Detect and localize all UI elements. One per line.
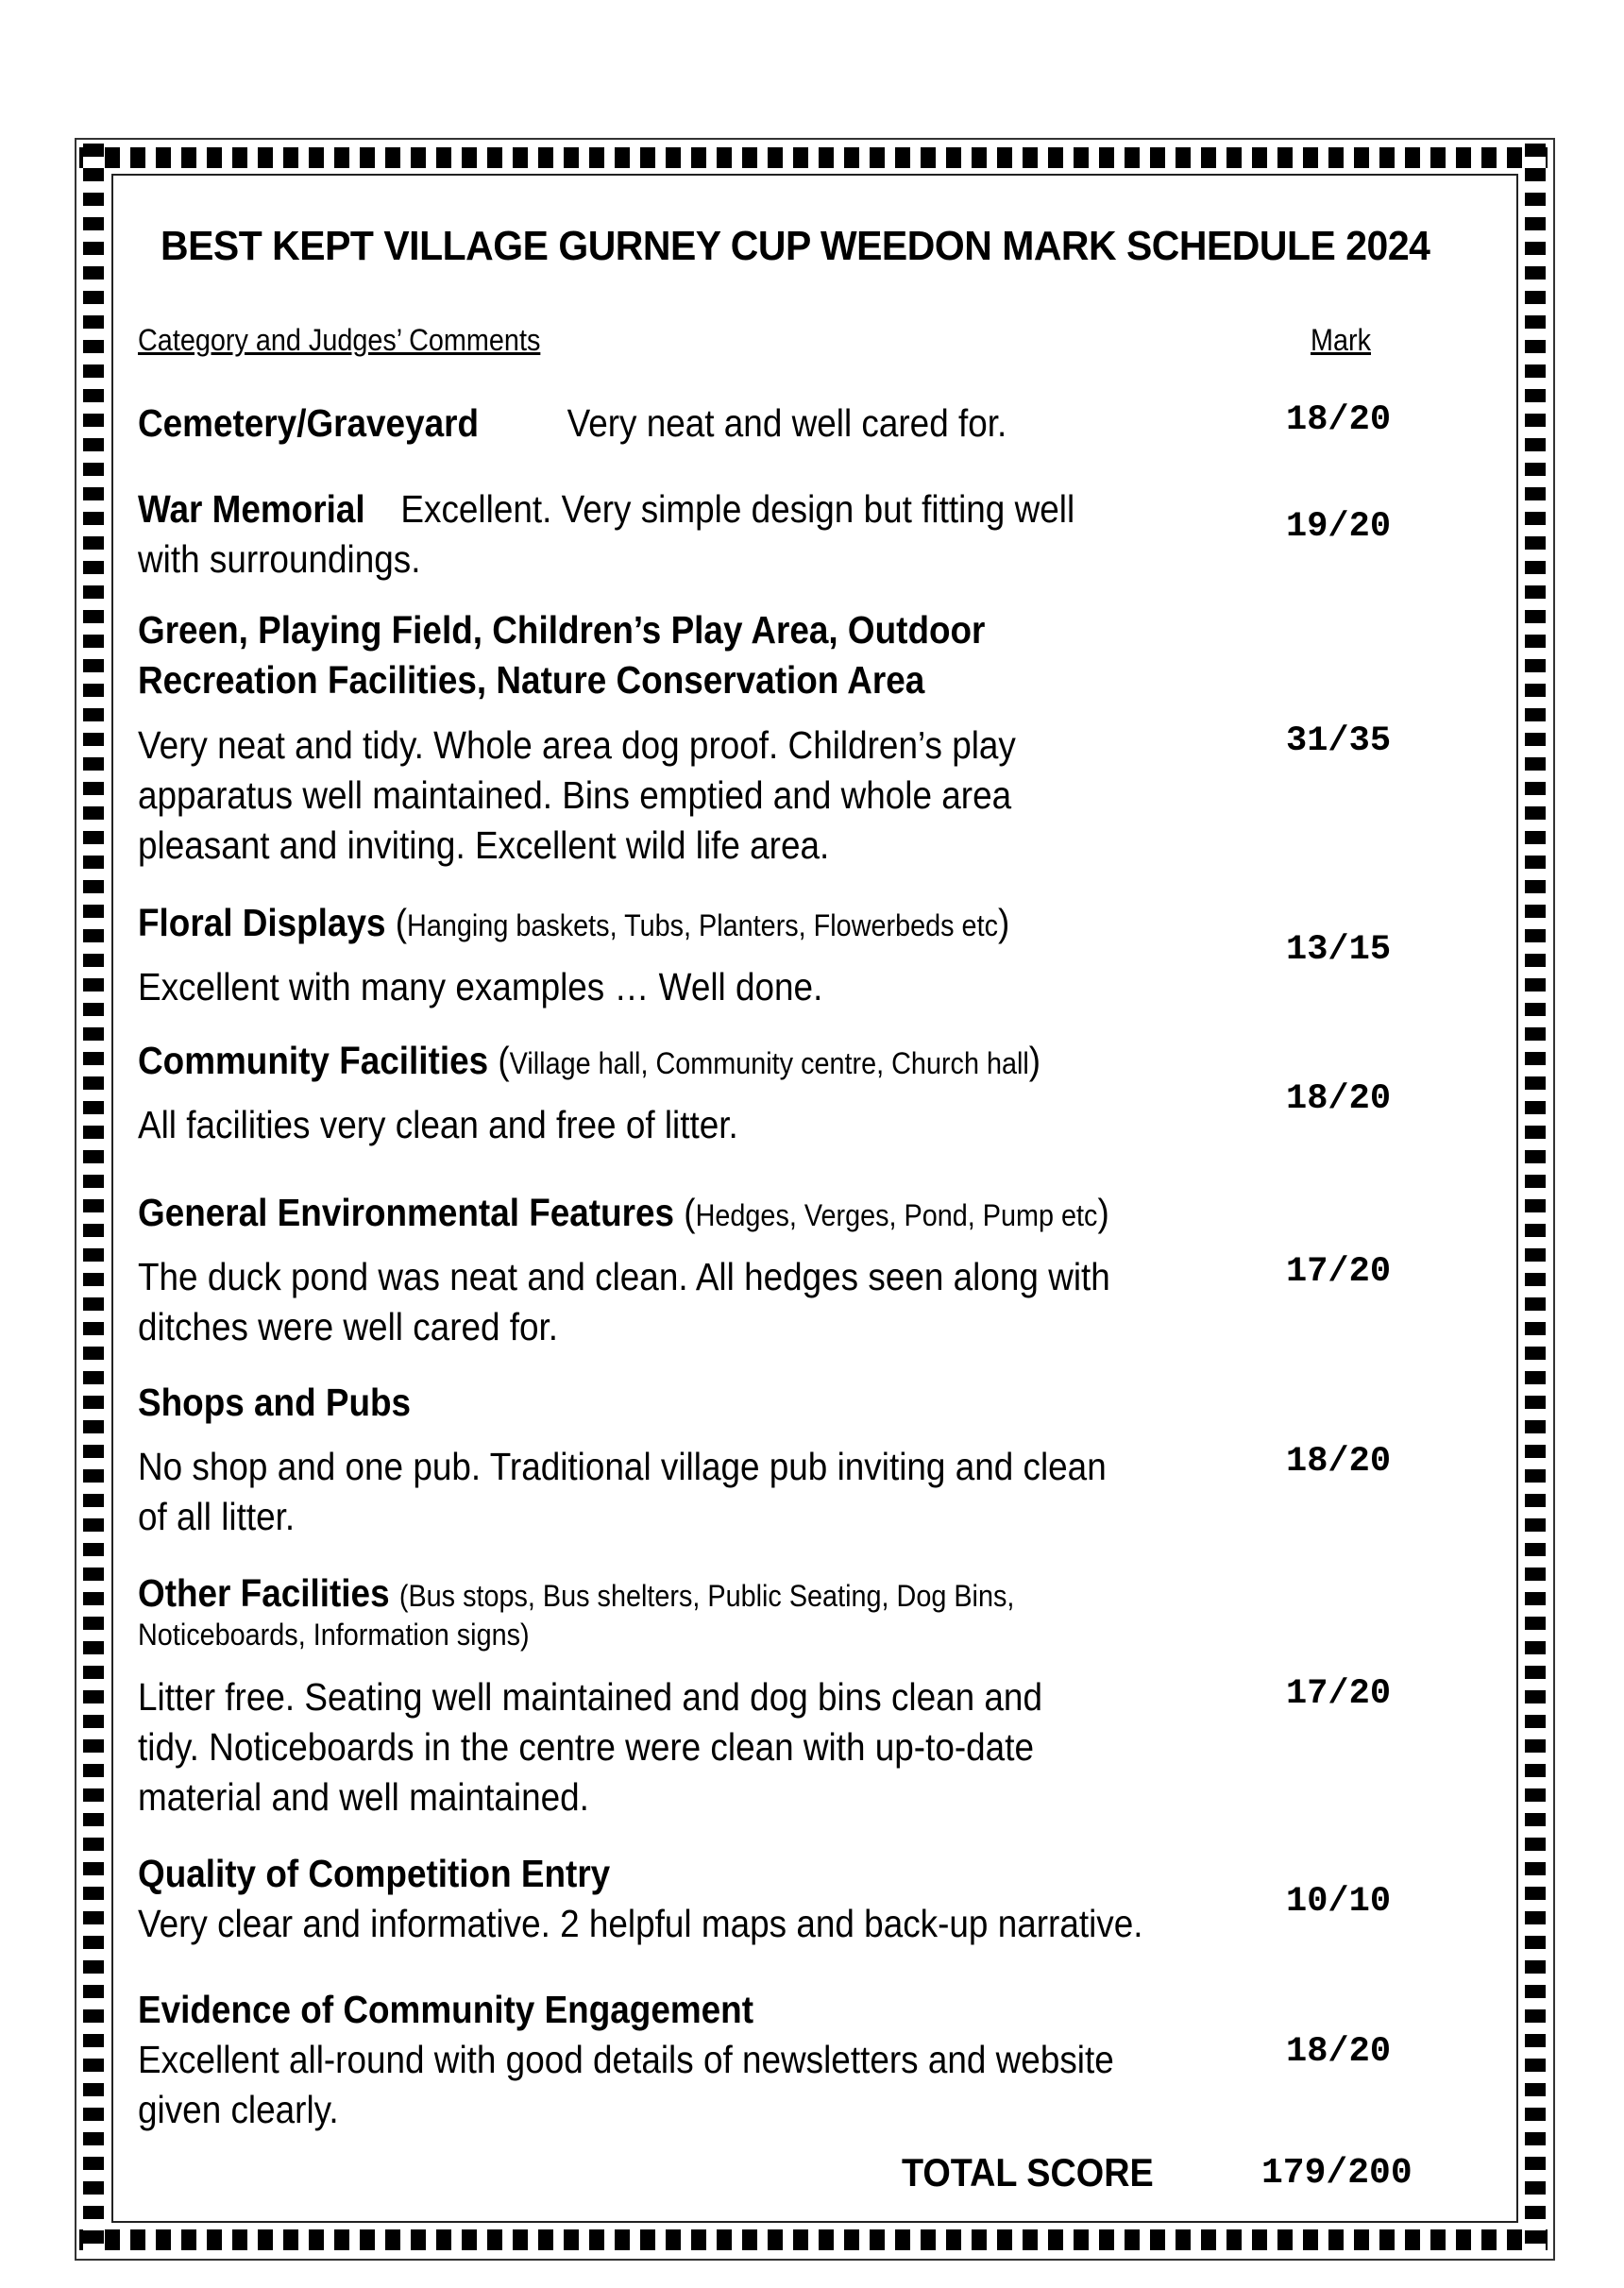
category-label: Shops and Pubs: [138, 1381, 412, 1424]
comment-line: of all litter.: [138, 1495, 296, 1538]
comment-line: with surroundings.: [138, 537, 421, 581]
mark-value: 18/20: [1286, 400, 1392, 440]
mark-value: 17/20: [1286, 1674, 1392, 1714]
category-label: Quality of Competition Entry: [138, 1852, 611, 1895]
category-label: Other Facilities: [138, 1571, 390, 1615]
comment-line: apparatus well maintained. Bins emptied and whole area: [138, 773, 1012, 817]
comment-line: given clearly.: [138, 2088, 339, 2131]
item-cemetery: [138, 398, 1007, 449]
mark-value: 18/20: [1286, 1442, 1392, 1482]
item-floral-displays: Floral Displays (Hanging baskets, Tubs, Planters, Flowerbeds etc): [138, 901, 1010, 944]
comment-line: Very clear and informative. 2 helpful maps and back-up narrative.: [138, 1902, 1143, 1945]
mark-value: 13/15: [1286, 930, 1392, 970]
category-label: Green, Playing Field, Children’s Play Area, Outdoor: [138, 608, 986, 652]
category-detail: (Bus stops, Bus shelters, Public Seating, Dog Bins,: [398, 1579, 1015, 1613]
comment-line: Excellent. Very simple design but fitting well: [400, 487, 1075, 531]
category-label: Evidence of Community Engagement: [138, 1988, 754, 2031]
mark-value: 31/35: [1286, 721, 1392, 761]
mark-value: 18/20: [1286, 2032, 1392, 2072]
category-column-header: Category and Judges’ Comments: [138, 323, 541, 357]
total-score-label: TOTAL SCORE: [902, 2150, 1154, 2195]
category-label: War Memorial: [138, 487, 365, 531]
item-community-facilities: Community Facilities (Village hall, Community centre, Church hall): [138, 1039, 1041, 1082]
comment-line: No shop and one pub. Traditional village pub inviting and clean: [138, 1445, 1107, 1488]
comment-line: material and well maintained.: [138, 1775, 589, 1819]
comment-line: tidy. Noticeboards in the centre were clean with up-to-date: [138, 1725, 1034, 1769]
comment-line: pleasant and inviting. Excellent wild life area.: [138, 823, 830, 867]
comment-line: ditches were well cared for.: [138, 1305, 559, 1348]
comment-line: The duck pond was neat and clean. All hedges seen along with: [138, 1255, 1110, 1298]
category-detail: Village hall, Community centre, Church hall: [509, 1046, 1029, 1080]
total-score-value: 179/200: [1261, 2153, 1413, 2194]
category-label: Recreation Facilities, Nature Conservation Area: [138, 658, 925, 702]
comment-line: Litter free. Seating well maintained and dog bins clean and: [138, 1675, 1042, 1719]
item-war-memorial: [138, 484, 1074, 534]
comment-line: All facilities very clean and free of litter.: [138, 1103, 738, 1146]
mark-column-header: Mark: [1311, 323, 1371, 357]
mark-value: 10/10: [1286, 1882, 1392, 1922]
comment-line: Excellent all-round with good details of newsletters and website: [138, 2038, 1114, 2081]
page-title: BEST KEPT VILLAGE GURNEY CUP WEEDON MARK SCHEDULE 2024: [161, 223, 1430, 269]
category-label: Floral Displays: [138, 901, 386, 944]
item-general-environmental: General Environmental Features (Hedges, Verges, Pond, Pump etc): [138, 1191, 1109, 1234]
category-detail: Hanging baskets, Tubs, Planters, Flowerbeds etc: [407, 908, 998, 942]
mark-value: 19/20: [1286, 507, 1392, 547]
category-detail: Noticeboards, Information signs): [138, 1618, 530, 1652]
category-label: Community Facilities: [138, 1039, 489, 1082]
mark-value: 17/20: [1286, 1252, 1392, 1292]
comment-line: Very neat and tidy. Whole area dog proof. Children’s play: [138, 723, 1016, 767]
comment-line: Very neat and well cared for.: [567, 401, 1007, 445]
category-label: Cemetery/Graveyard: [138, 401, 480, 445]
mark-value: 18/20: [1286, 1079, 1392, 1119]
category-detail: Hedges, Verges, Pond, Pump etc: [695, 1198, 1098, 1232]
category-label: General Environmental Features: [138, 1191, 675, 1234]
comment-line: Excellent with many examples … Well done.: [138, 965, 823, 1008]
